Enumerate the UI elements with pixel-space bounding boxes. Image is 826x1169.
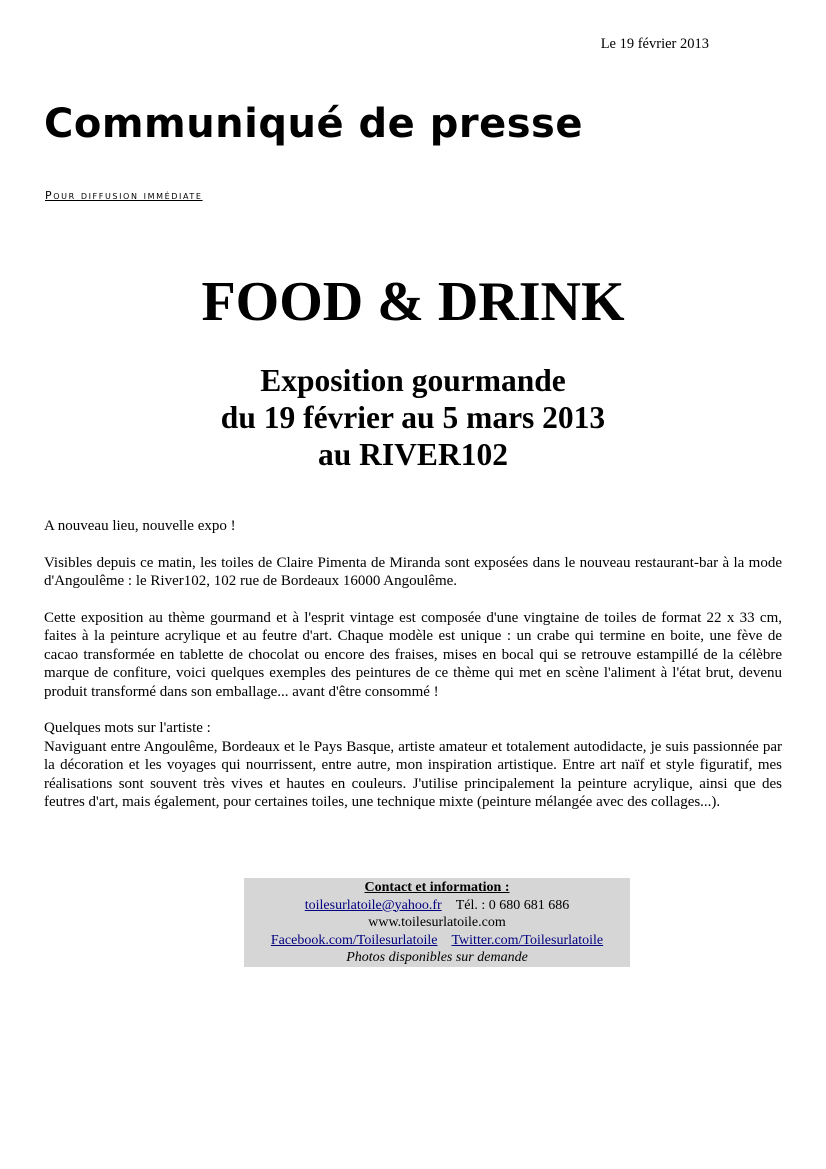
intro-paragraph: A nouveau lieu, nouvelle expo ! [44,518,236,534]
contact-title: Contact et information : [364,880,510,895]
contact-line-social [244,932,630,950]
phone-number: Tél. : 0 680 681 686 [455,897,570,913]
facebook-link[interactable]: Facebook.com/Toilesurlatoile [270,932,438,948]
exhibition-subheads [0,362,826,473]
subhead-dates: du 19 février au 5 mars 2013 [220,400,606,435]
website-text: www.toilesurlatoile.com [368,915,506,930]
document-date: Le 19 février 2013 [600,36,709,52]
twitter-link[interactable]: Twitter.com/Toilesurlatoile [451,932,604,948]
artist-text: Naviguant entre Angoulême, Bordeaux et le Pays Basque, artiste amateur et totalement autodidacte, je suis passionnée par la décoration et les voyages qui nourrissent, entre autre, mon inspiration artistique. Entre art naïf et style figuratif, mes réalisations sont souvent très vives et hautes en couleurs. J'utilise principalement la peinture acrylique, ainsi que des feutres d'art, mais également, pour certaines toiles, une technique mixte (peinture mélangée avec des collages...). [44,738,782,811]
photos-note: Photos disponibles sur demande [346,950,528,965]
press-release-title: Communiqué de presse [44,101,583,147]
location-paragraph: Visibles depuis ce matin, les toiles de Claire Pimenta de Miranda sont exposées dans le nouveau restaurant-bar à la mode d'Angoulême : le River102, 102 rue de Bordeaux 16000 Angoulême. [44,554,782,590]
subhead-venue: au RIVER102 [318,437,508,472]
contact-line-email-phone [244,897,630,915]
artist-section [44,719,782,811]
exhibition-paragraph: Cette exposition au thème gourmand et à l'esprit vintage est composée d'une vingtaine de toiles de format 22 x 33 cm, faites à la peinture acrylique et au feutre d'art. Chaque modèle est unique : un crabe qui termine en boite, une fève de cacao transformée en tablette de chocolat ou encore des fraises, mises en bocal qui se retrouve estampillé de la célèbre marque de confiture, voici quelques exemples des peintures de ce thème qui met en scène l'aliment à l'état brut, devenu produit transformé dans son emballage... avant d'être consommé ! [44,610,782,700]
artist-heading: Quelques mots sur l'artiste : [44,720,211,737]
email-link[interactable]: toilesurlatoile@yahoo.fr [304,897,442,913]
release-notice: Pour diffusion immédiate [45,189,203,202]
body-text [44,517,782,830]
subhead-exhibition: Exposition gourmande [260,363,566,398]
exhibition-headline: FOOD & DRINK [201,271,625,333]
contact-box [244,878,630,967]
